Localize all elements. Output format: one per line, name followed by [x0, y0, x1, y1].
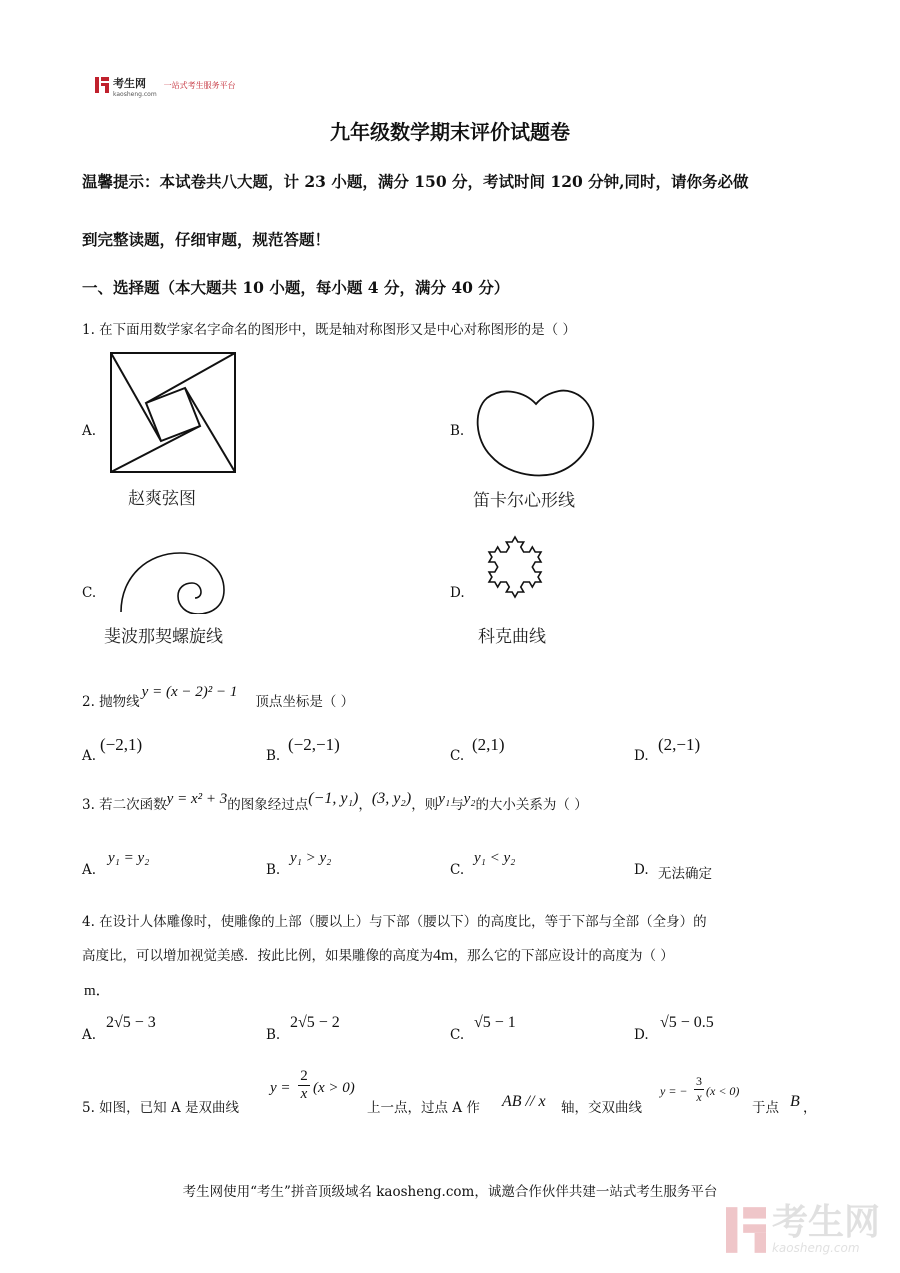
- q1-option-c-letter: C.: [82, 585, 97, 601]
- q4-line-1: 4. 在设计人体雕像时，使雕像的上部（腰以上）与下部（腰以下）的高度比，等于下部与全部（全身）的: [82, 914, 707, 930]
- q5-end: ，: [803, 1100, 817, 1116]
- q5-formula-2-numerator: 3: [696, 1074, 702, 1088]
- q2-option-d-letter: D.: [634, 748, 649, 764]
- q2-formula: y = (x − 2)² − 1: [141, 684, 238, 700]
- q3-number: 3. 若二次函数: [82, 797, 167, 813]
- koch-snowflake-diagram: [470, 518, 560, 616]
- q3-point-1: (−1, y₁): [308, 790, 359, 807]
- zhaoshuang-diagram: [110, 352, 236, 473]
- q1-option-a-caption: 赵爽弦图: [128, 489, 196, 509]
- cardioid-diagram: [475, 388, 597, 480]
- q3-option-a-letter: A.: [82, 862, 97, 878]
- q5-formula-1-denominator: x: [300, 1086, 308, 1102]
- watermark-text: 考生网: [771, 1202, 880, 1243]
- q3-option-d-value: 无法确定: [658, 866, 712, 882]
- notice-line-2: 到完整读题，仔细审题，规范答题！: [82, 230, 331, 249]
- q3-mid: 的图象经过点: [227, 797, 309, 813]
- q5-formula-2-lhs: y = −: [660, 1084, 688, 1098]
- q4-unit: m．: [84, 983, 111, 999]
- q1-option-b-letter: B.: [450, 423, 465, 439]
- q2-number: 2. 抛物线: [82, 694, 140, 710]
- q5-formula-2-condition: (x < 0): [706, 1084, 740, 1098]
- q5-mid-1: 上一点，过点 A 作: [367, 1100, 480, 1116]
- section-heading: 一、选择题（本大题共 10 小题，每小题 4 分，满分 40 分）: [82, 278, 510, 297]
- q5-formula-1-condition: (x > 0): [313, 1080, 355, 1096]
- logo-brand: 考生网: [113, 77, 146, 90]
- fibonacci-spiral-diagram: [118, 550, 228, 614]
- q2-option-b-value: (−2,−1): [288, 735, 340, 754]
- q3-and: 与: [450, 797, 464, 813]
- q1-option-a-letter: A.: [82, 423, 97, 439]
- q3-tail: 的大小关系为（ ）: [475, 797, 588, 813]
- q4-option-c-value: √5 − 1: [474, 1014, 516, 1031]
- q3-comma: ，: [358, 797, 372, 813]
- q5-mid-2: 轴，交双曲线: [561, 1100, 642, 1116]
- q4-line-2: [82, 944, 674, 965]
- header-logo: [95, 72, 236, 98]
- q1-option-d-caption: 科克曲线: [478, 627, 546, 647]
- q5-formula-2-denominator: x: [696, 1090, 702, 1104]
- q4-height: 4m: [433, 947, 454, 964]
- q2-tail: 顶点坐标是（ ）: [255, 694, 355, 710]
- page-title: 九年级数学期末评价试题卷: [330, 120, 570, 144]
- watermark-domain: kaosheng.com: [771, 1241, 860, 1255]
- page-footer: 考生网使用“考生”拼音顶级域名 kaosheng.com，诚邀合作伙伴共建一站式考生服务平台: [182, 1184, 718, 1200]
- q3-y1: y₁: [438, 791, 451, 807]
- q2-stem: [82, 678, 354, 711]
- q3-option-a-value: y₁ = y₂: [108, 850, 150, 866]
- q2-option-c-value: (2,1): [472, 735, 505, 754]
- q3-formula: y = x² + 3: [166, 791, 228, 807]
- q4-option-d-value: √5 − 0.5: [660, 1014, 714, 1031]
- watermark-text-block: [771, 1202, 880, 1255]
- q3-option-d-letter: D.: [634, 862, 649, 878]
- corner-watermark: [726, 1202, 880, 1255]
- q5-formula-1-fraction: [298, 1068, 310, 1103]
- q4-option-a-letter: A.: [82, 1027, 97, 1043]
- q3-option-c-value: y₁ < y₂: [474, 850, 516, 866]
- watermark-logo-icon: [726, 1207, 766, 1253]
- q5-number: 5. 如图，已知 A 是双曲线: [82, 1100, 240, 1116]
- q5-tail: 于点: [752, 1100, 779, 1116]
- q5-ab-parallel: AB // x: [502, 1093, 546, 1110]
- q3-point-2: (3, y₂): [371, 790, 412, 807]
- q4-line-2-end: ，那么它的下部应设计的高度为（ ）: [453, 948, 674, 964]
- q4-option-b-letter: B.: [266, 1027, 281, 1043]
- q3-y2: y₂: [463, 791, 476, 807]
- notice-line-1: 温馨提示：本试卷共八大题，计 23 小题，满分 150 分，考试时间 120 分钟,同时，请你务必做: [82, 172, 749, 191]
- q3-option-b-value: y₁ > y₂: [290, 850, 332, 866]
- q1-option-b-caption: 笛卡尔心形线: [473, 491, 575, 511]
- q3-option-b-letter: B.: [266, 862, 281, 878]
- q5-formula-1-lhs: y =: [270, 1080, 291, 1096]
- q3-option-c-letter: C.: [450, 862, 465, 878]
- q2-option-a-value: (−2,1): [100, 735, 143, 754]
- logo-domain: kaosheng.com: [113, 91, 157, 98]
- q3-then: ，则: [411, 797, 439, 813]
- q4-line-2-start: 高度比，可以增加视觉美感．按此比例，如果雕像的高度为: [82, 948, 433, 964]
- q1-stem: 1. 在下面用数学家名字命名的图形中，既是轴对称图形又是中心对称图形的是（ ）: [82, 322, 576, 338]
- q2-option-d-value: (2,−1): [658, 735, 701, 754]
- q4-option-a-value: 2√5 − 3: [106, 1014, 156, 1031]
- logo-text: [113, 72, 157, 98]
- q4-option-d-letter: D.: [634, 1027, 649, 1043]
- q4-option-c-letter: C.: [450, 1027, 465, 1043]
- logo-slogan: 一站式考生服务平台: [163, 80, 236, 90]
- q5-formula-1-numerator: 2: [300, 1068, 308, 1084]
- q2-option-a-letter: A.: [82, 748, 97, 764]
- q3-stem: [82, 790, 588, 814]
- q5-point-b: B: [790, 1093, 800, 1110]
- q2-option-b-letter: B.: [266, 748, 281, 764]
- q2-option-c-letter: C.: [450, 748, 465, 764]
- q1-option-c-caption: 斐波那契螺旋线: [104, 627, 223, 647]
- q5-formula-2-fraction: [694, 1074, 704, 1105]
- kaosheng-logo-icon: [95, 77, 109, 93]
- q4-option-b-value: 2√5 − 2: [290, 1014, 340, 1031]
- q1-option-d-letter: D.: [450, 585, 465, 601]
